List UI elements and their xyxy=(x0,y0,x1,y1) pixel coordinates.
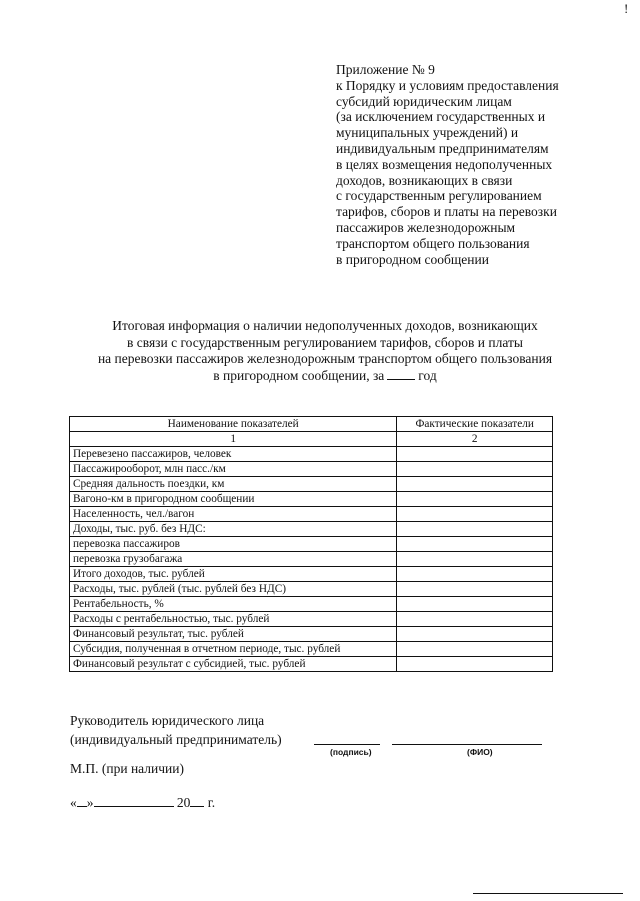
table-row xyxy=(70,582,553,597)
appendix-line: пассажиров железнодорожным xyxy=(336,219,516,235)
indicator-name: Доходы, тыс. руб. без НДС: xyxy=(70,522,397,537)
table-row xyxy=(70,627,553,642)
date-quote-close: » xyxy=(86,795,94,810)
table-row xyxy=(70,462,553,477)
table-row xyxy=(70,477,553,492)
title-line-year xyxy=(60,368,590,385)
table-number-row xyxy=(70,432,553,447)
column-number: 1 xyxy=(70,432,397,447)
appendix-line: в целях возмещения недополученных xyxy=(336,156,553,172)
indicator-name: Пассажирооборот, млн пасс./км xyxy=(70,462,397,477)
table-row xyxy=(70,567,553,582)
appendix-line: в пригородном сообщении xyxy=(336,251,489,267)
table-row xyxy=(70,597,553,612)
indicator-value-cell[interactable] xyxy=(397,657,553,672)
indicator-value-cell[interactable] xyxy=(397,642,553,657)
caption-signature: (подпись) xyxy=(330,747,372,757)
indicator-name: Средняя дальность поездки, км xyxy=(70,477,397,492)
corner-mark: ! xyxy=(624,1,629,16)
table-row xyxy=(70,612,553,627)
column-number: 2 xyxy=(397,432,553,447)
year-blank-field[interactable] xyxy=(387,368,415,380)
table-row xyxy=(70,642,553,657)
signature-field[interactable] xyxy=(314,744,380,745)
year-suffix: г. xyxy=(207,795,216,810)
indicator-name: Вагоно-км в пригородном сообщении xyxy=(70,492,397,507)
footer-rule xyxy=(473,893,623,894)
date-line xyxy=(70,795,215,811)
signature-role-line1: Руководитель юридического лица xyxy=(70,713,265,728)
appendix-line: субсидий юридическим лицам xyxy=(336,93,512,109)
title-line-start: в пригородном сообщении, за xyxy=(213,367,385,383)
date-quote-open: « xyxy=(70,795,77,810)
indicator-value-cell[interactable] xyxy=(397,627,553,642)
indicator-name: перевозка грузобагажа xyxy=(70,552,397,567)
table-row xyxy=(70,507,553,522)
table-row xyxy=(70,492,553,507)
indicator-value-cell[interactable] xyxy=(397,597,553,612)
indicators-table xyxy=(69,416,553,672)
year-prefix: 20 xyxy=(176,795,191,810)
appendix-line: индивидуальным предпринимателям xyxy=(336,140,549,156)
indicator-name: Перевезено пассажиров, человек xyxy=(70,447,397,462)
indicator-value-cell[interactable] xyxy=(397,537,553,552)
table-header-row xyxy=(70,417,553,432)
indicator-value-cell[interactable] xyxy=(397,447,553,462)
appendix-line: муниципальных учреждений) и xyxy=(336,125,519,141)
indicator-value-cell[interactable] xyxy=(397,567,553,582)
header-actual-values: Фактические показатели xyxy=(397,417,553,432)
indicator-value-cell[interactable] xyxy=(397,477,553,492)
indicator-name: Финансовый результат, тыс. рублей xyxy=(70,627,397,642)
indicator-name: Рентабельность, % xyxy=(70,597,397,612)
appendix-line: транспортом общего пользования xyxy=(336,235,530,251)
indicator-name: Финансовый результат с субсидией, тыс. рублей xyxy=(70,657,397,672)
full-name-field[interactable] xyxy=(392,744,542,745)
month-field[interactable] xyxy=(94,795,174,807)
title-line-end: год xyxy=(418,367,437,383)
indicator-name: перевозка пассажиров xyxy=(70,537,397,552)
year-field[interactable] xyxy=(190,795,204,807)
title-line: на перевозки пассажиров железнодорожным транспортом общего пользования xyxy=(97,351,553,366)
indicator-name: Субсидия, полученная в отчетном периоде, тыс. рублей xyxy=(70,642,397,657)
indicator-value-cell[interactable] xyxy=(397,462,553,477)
appendix-line: Приложение № 9 xyxy=(336,62,435,77)
stamp-place: М.П. (при наличии) xyxy=(70,761,184,776)
appendix-header xyxy=(336,62,636,267)
table-row xyxy=(70,657,553,672)
indicator-value-cell[interactable] xyxy=(397,507,553,522)
day-field[interactable] xyxy=(77,795,87,807)
header-indicator-name: Наименование показателей xyxy=(70,417,397,432)
table-row xyxy=(70,552,553,567)
indicator-name: Расходы с рентабельностью, тыс. рублей xyxy=(70,612,397,627)
indicator-name: Расходы, тыс. рублей (тыс. рублей без НДС) xyxy=(70,582,397,597)
title-line: в связи с государственным регулированием тарифов, сборов и платы xyxy=(127,334,523,350)
indicator-value-cell[interactable] xyxy=(397,492,553,507)
appendix-line: с государственным регулированием xyxy=(336,188,542,204)
appendix-line: доходов, возникающих в связи xyxy=(336,172,513,188)
signature-role-line2: (индивидуальный предприниматель) xyxy=(70,732,282,747)
indicator-value-cell[interactable] xyxy=(397,552,553,567)
appendix-line: к Порядку и условиям предоставления xyxy=(336,77,559,93)
document-title xyxy=(60,318,590,384)
indicator-name: Населенность, чел./вагон xyxy=(70,507,397,522)
indicator-value-cell[interactable] xyxy=(397,522,553,537)
appendix-line: (за исключением государственных и xyxy=(336,109,546,125)
table-row xyxy=(70,522,553,537)
indicator-value-cell[interactable] xyxy=(397,612,553,627)
indicator-value-cell[interactable] xyxy=(397,582,553,597)
title-line: Итоговая информация о наличии недополученных доходов, возникающих xyxy=(112,318,538,333)
table-row xyxy=(70,447,553,462)
appendix-line: тарифов, сборов и платы на перевозки xyxy=(336,204,557,220)
table-row xyxy=(70,537,553,552)
indicator-name: Итого доходов, тыс. рублей xyxy=(70,567,397,582)
caption-full-name: (ФИО) xyxy=(467,747,493,757)
